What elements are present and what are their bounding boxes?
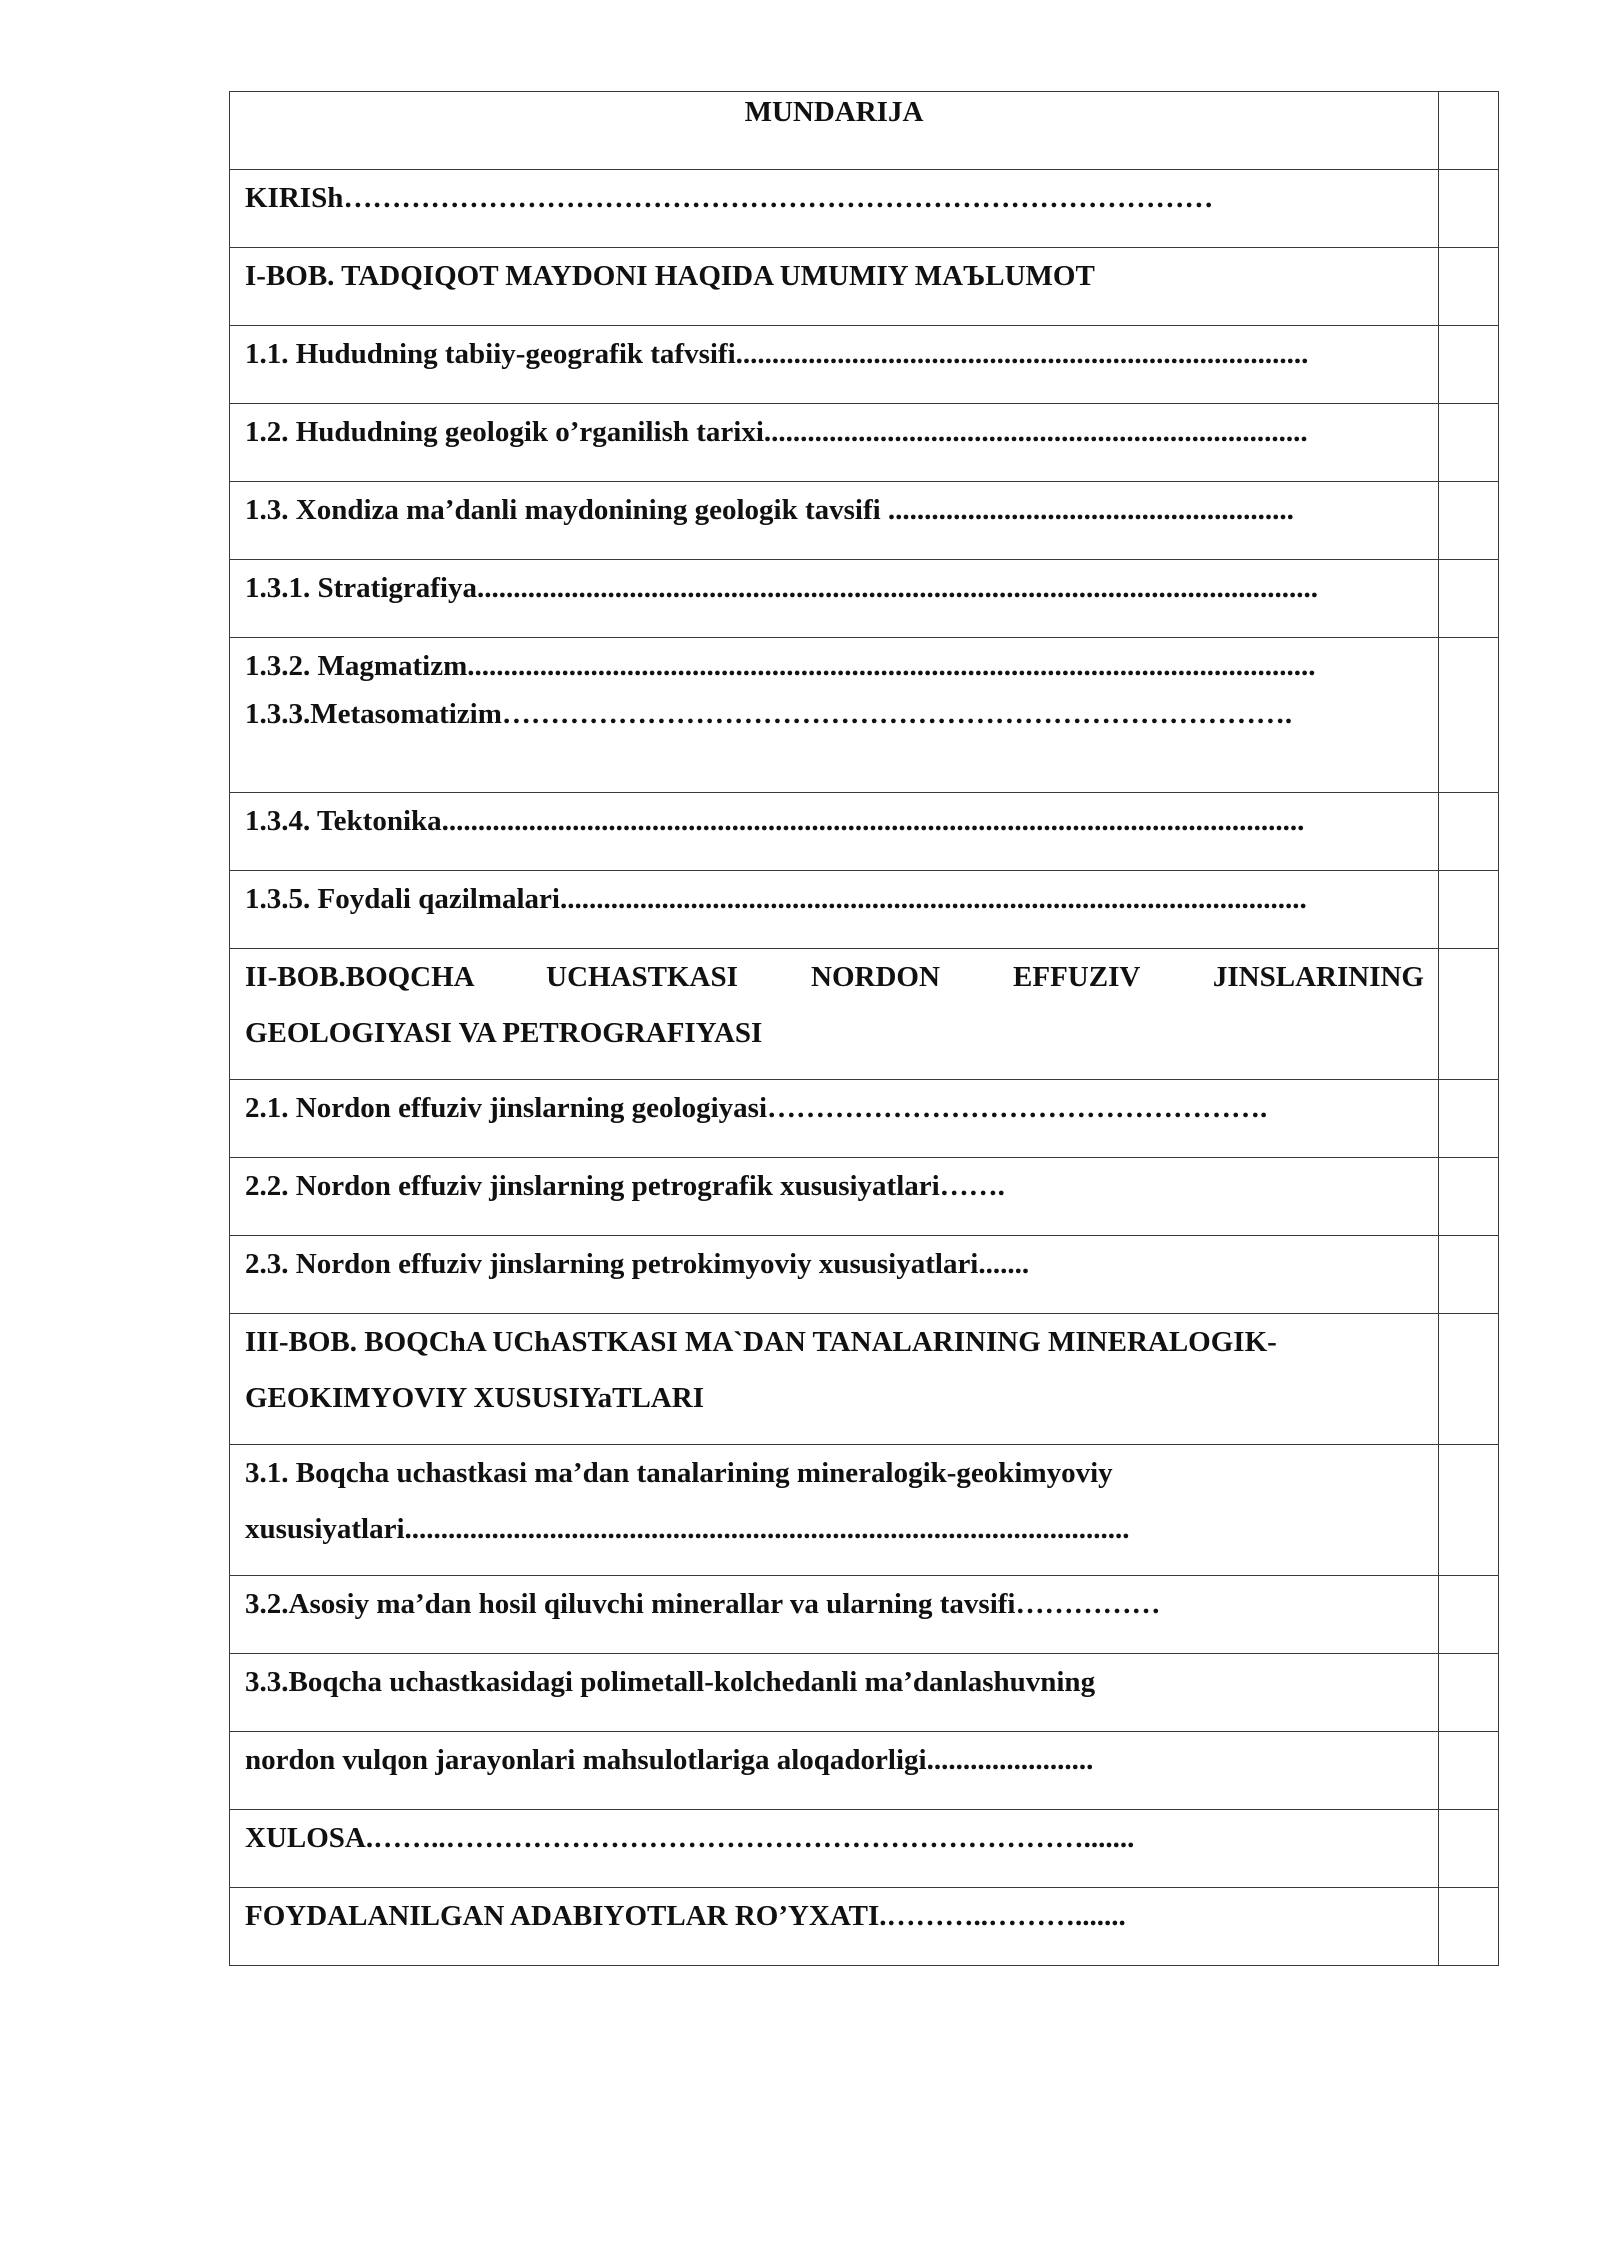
toc-row <box>230 1236 1499 1314</box>
toc-entry-chapter-3-line-1: III-BOB. BOQChA UChASTKASI MA`DAN TANALARINING MINERALOGIK- <box>245 1326 1277 1358</box>
toc-entry-1-2: 1.2. Hududning geologik o’rganilish tarixi........................................................................... <box>245 416 1308 448</box>
toc-entry-3-1-line-1: 3.1. Boqcha uchastkasi ma’dan tanalarining mineralogik-geokimyoviy <box>245 1457 1113 1489</box>
toc-entry-chapter-3-line-2: GEOKIMYOVIY XUSUSIYaTLARI <box>245 1382 704 1414</box>
page-number-cell <box>1439 404 1499 482</box>
page-number-cell <box>1439 1314 1499 1445</box>
toc-row <box>230 638 1499 793</box>
page-number-cell <box>1439 1236 1499 1314</box>
page-number-cell <box>1439 1810 1499 1888</box>
toc-entry-2-2: 2.2. Nordon effuziv jinslarning petrografik xususiyatlari……. <box>245 1170 1005 1202</box>
toc-row <box>230 793 1499 871</box>
page-number-cell <box>1439 1158 1499 1236</box>
page-number-cell <box>1439 482 1499 560</box>
toc-entry-references: FOYDALANILGAN ADABIYOTLAR RO’YXATI.………..………....... <box>245 1900 1126 1932</box>
toc-entry-1-3-1: 1.3.1. Stratigrafiya.................................................................................................................... <box>245 572 1318 604</box>
toc-row <box>230 1314 1499 1445</box>
toc-row <box>230 1810 1499 1888</box>
toc-entry-1-3-4: 1.3.4. Tektonika....................................................................................................................... <box>245 805 1305 837</box>
toc-row <box>230 1888 1499 1966</box>
toc-entry-chapter-1: I-BOB. TADQIQOT MAYDONI HAQIDA UMUMIY MAЪLUMOT <box>245 260 1095 292</box>
toc-row <box>230 871 1499 949</box>
page-number-cell <box>1439 638 1499 793</box>
toc-entry-1-3-2: 1.3.2. Magmatizm..................................................................................................................... <box>245 650 1316 682</box>
toc-row <box>230 1080 1499 1158</box>
toc-entry-1-3-3: 1.3.3.Metasomatizim………………………………………………………………………. <box>245 698 1293 730</box>
toc-entry-3-1-line-2: xususiyatlari.................................................................................................... <box>245 1513 1130 1545</box>
page-number-cell <box>1439 326 1499 404</box>
page-number-cell <box>1439 1732 1499 1810</box>
toc-row <box>230 1445 1499 1576</box>
toc-row <box>230 560 1499 638</box>
toc-entry-3-3-line-1: 3.3.Boqcha uchastkasidagi polimetall-kolchedanli ma’danlashuvning <box>245 1666 1096 1698</box>
page-number-cell <box>1439 560 1499 638</box>
toc-entry-2-1: 2.1. Nordon effuziv jinslarning geologiyasi……………………………………………. <box>245 1092 1268 1124</box>
table-of-contents <box>229 91 1499 1966</box>
toc-entry-1-1: 1.1. Hududning tabiiy-geografik tafvsifi............................................................................... <box>245 338 1309 370</box>
toc-row <box>230 1576 1499 1654</box>
page-number-cell <box>1439 170 1499 248</box>
page-number-cell <box>1439 1576 1499 1654</box>
page-number-cell <box>1439 871 1499 949</box>
page-number-cell <box>1439 949 1499 1080</box>
toc-entry-1-3-5: 1.3.5. Foydali qazilmalari....................................................................................................... <box>245 883 1307 915</box>
toc-title-row <box>230 92 1499 170</box>
toc-entry-1-3: 1.3. Xondiza ma’danli maydonining geologik tavsifi ........................................................ <box>245 494 1294 526</box>
toc-entry-chapter-2-line-1: II-BOB.BOQCHA UCHASTKASI NORDON EFFUZIV JINSLARINING <box>245 961 1424 993</box>
page-number-cell <box>1439 248 1499 326</box>
toc-entry-3-2: 3.2.Asosiy ma’dan hosil qiluvchi minerallar va ularning tavsifi…………… <box>245 1588 1161 1620</box>
toc-row <box>230 482 1499 560</box>
toc-entry-kirish: KIRISh……………………………………………………………………………… <box>245 182 1214 214</box>
toc-title-cell <box>230 92 1439 170</box>
page-number-cell <box>1439 1888 1499 1966</box>
page-number-cell <box>1439 1654 1499 1732</box>
toc-row <box>230 326 1499 404</box>
toc-entry-3-3-line-2: nordon vulqon jarayonlari mahsulotlariga aloqadorligi....................... <box>245 1744 1094 1776</box>
toc-row <box>230 1732 1499 1810</box>
toc-entry-2-3: 2.3. Nordon effuziv jinslarning petrokimyoviy xususiyatlari....... <box>245 1248 1030 1280</box>
toc-row <box>230 949 1499 1080</box>
toc-entry-xulosa: XULOSA.……..…………………………………………………………....... <box>245 1822 1135 1854</box>
page-number-cell <box>1439 92 1499 170</box>
toc-row <box>230 248 1499 326</box>
toc-row <box>230 404 1499 482</box>
page-number-cell <box>1439 793 1499 871</box>
page-number-cell <box>1439 1080 1499 1158</box>
toc-row <box>230 1654 1499 1732</box>
toc-entry-chapter-2-line-2: GEOLOGIYASI VA PETROGRAFIYASI <box>245 1017 763 1049</box>
page-number-cell <box>1439 1445 1499 1576</box>
toc-row <box>230 1158 1499 1236</box>
toc-title: MUNDARIJA <box>744 96 924 128</box>
toc-row <box>230 170 1499 248</box>
